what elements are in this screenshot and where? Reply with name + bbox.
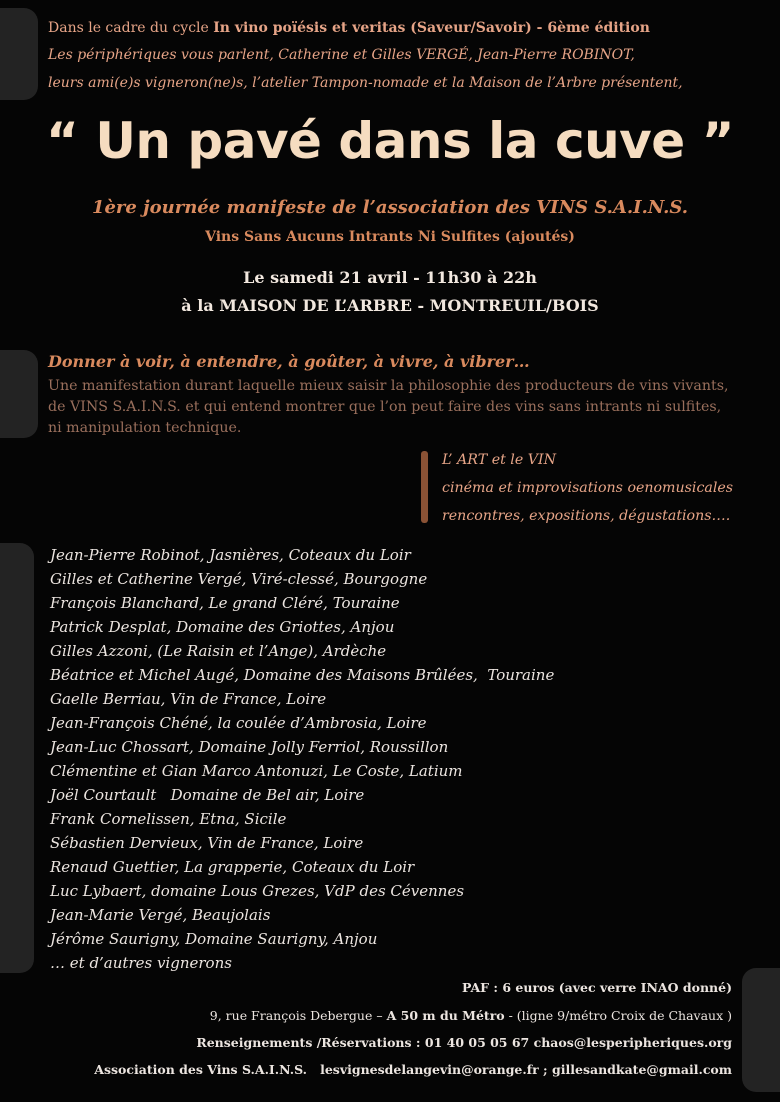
side-tab-bottom-left (0, 543, 34, 973)
intro-line-3: ni manipulation technique. (48, 420, 242, 436)
winemaker-item: Jean-Marie Vergé, Beaujolais (50, 906, 271, 924)
winemaker-item: Frank Cornelissen, Etna, Sicile (50, 810, 287, 828)
art-accent-bar (421, 451, 428, 523)
winemaker-item: Renaud Guettier, La grapperie, Coteaux du Loir (50, 858, 415, 876)
winemaker-item: Jean-Luc Chossart, Domaine Jolly Ferriol, Roussillon (50, 738, 449, 756)
reservations-contact: Renseignements /Réservations : 01 40 05 05 67 chaos@lesperipheriques.org (196, 1035, 732, 1050)
side-tab-top-left (0, 8, 38, 100)
page-subtitle: 1ère journée manifeste de l’association des VINS S.A.I.N.S. (91, 197, 689, 218)
header-line-2: Les périphériques vous parlent, Catherine et Gilles VERGÉ, Jean-Pierre ROBINOT, (48, 47, 635, 63)
event-date: Le samedi 21 avril - 11h30 à 22h (243, 268, 537, 287)
event-place: à la MAISON DE L’ARBRE - MONTREUIL/BOIS (181, 296, 599, 315)
winemaker-item: Sébastien Dervieux, Vin de France, Loire (50, 834, 364, 852)
winemaker-item: Gilles et Catherine Vergé, Viré-clessé, Bourgogne (50, 570, 428, 588)
intro-description (48, 376, 763, 439)
winemaker-item: Jean-François Chéné, la coulée d’Ambrosia, Loire (50, 714, 427, 732)
header-line-1: Dans le cadre du cycle In vino poïésis et veritas (Saveur/Savoir) - 6ème édition (48, 20, 650, 36)
intro-line-2: de VINS S.A.I.N.S. et qui entend montrer que l’on peut faire des vins sans intrants ni sulfites, (48, 399, 722, 415)
winemaker-item: Clémentine et Gian Marco Antonuzi, Le Coste, Latium (50, 762, 463, 780)
side-tab-bottom-right (742, 968, 780, 1092)
winemaker-item: François Blanchard, Le grand Cléré, Touraine (50, 594, 400, 612)
intro-headline: Donner à voir, à entendre, à goûter, à vivre, à vibrer… (48, 352, 530, 371)
page-title: “ Un pavé dans la cuve ” (46, 112, 734, 170)
entry-fee: PAF : 6 euros (avec verre INAO donné) (461, 980, 732, 995)
winemaker-item: Gilles Azzoni, (Le Raisin et l’Ange), Ardèche (50, 642, 387, 660)
art-line-1: L’ ART et le VIN (442, 452, 557, 468)
winemaker-item: Joël Courtault Domaine de Bel air, Loire (50, 786, 365, 804)
side-tab-middle-left (0, 350, 38, 438)
winemaker-item: Patrick Desplat, Domaine des Griottes, Anjou (50, 618, 395, 636)
art-line-3: rencontres, expositions, dégustations…. (442, 508, 731, 524)
winemaker-item: Gaelle Berriau, Vin de France, Loire (50, 690, 327, 708)
winemaker-item: Jérôme Saurigny, Domaine Saurigny, Anjou (50, 930, 378, 948)
intro-line-1: Une manifestation durant laquelle mieux saisir la philosophie des producteurs de vins vivants, (48, 378, 729, 394)
art-line-2: cinéma et improvisations oenomusicales (442, 480, 734, 496)
header-line-3: leurs ami(e)s vigneron(ne)s, l’atelier Tampon-nomade et la Maison de l’Arbre présentent, (48, 75, 683, 91)
winemaker-item: … et d’autres vignerons (50, 954, 232, 972)
address: 9, rue François Debergue – A 50 m du Métro - (ligne 9/métro Croix de Chavaux ) (209, 1008, 732, 1023)
winemaker-item: Luc Lybaert, domaine Lous Grezes, VdP des Cévennes (50, 882, 465, 900)
winemaker-item: Béatrice et Michel Augé, Domaine des Maisons Brûlées, Touraine (50, 666, 555, 684)
association-contact: Association des Vins S.A.I.N.S. lesvignesdelangevin@orange.fr ; gillesandkate@gmail.com (94, 1062, 732, 1077)
winemaker-item: Jean-Pierre Robinot, Jasnières, Coteaux du Loir (50, 546, 411, 564)
acronym-definition: Vins Sans Aucuns Intrants Ni Sulfites (ajoutés) (205, 229, 575, 245)
